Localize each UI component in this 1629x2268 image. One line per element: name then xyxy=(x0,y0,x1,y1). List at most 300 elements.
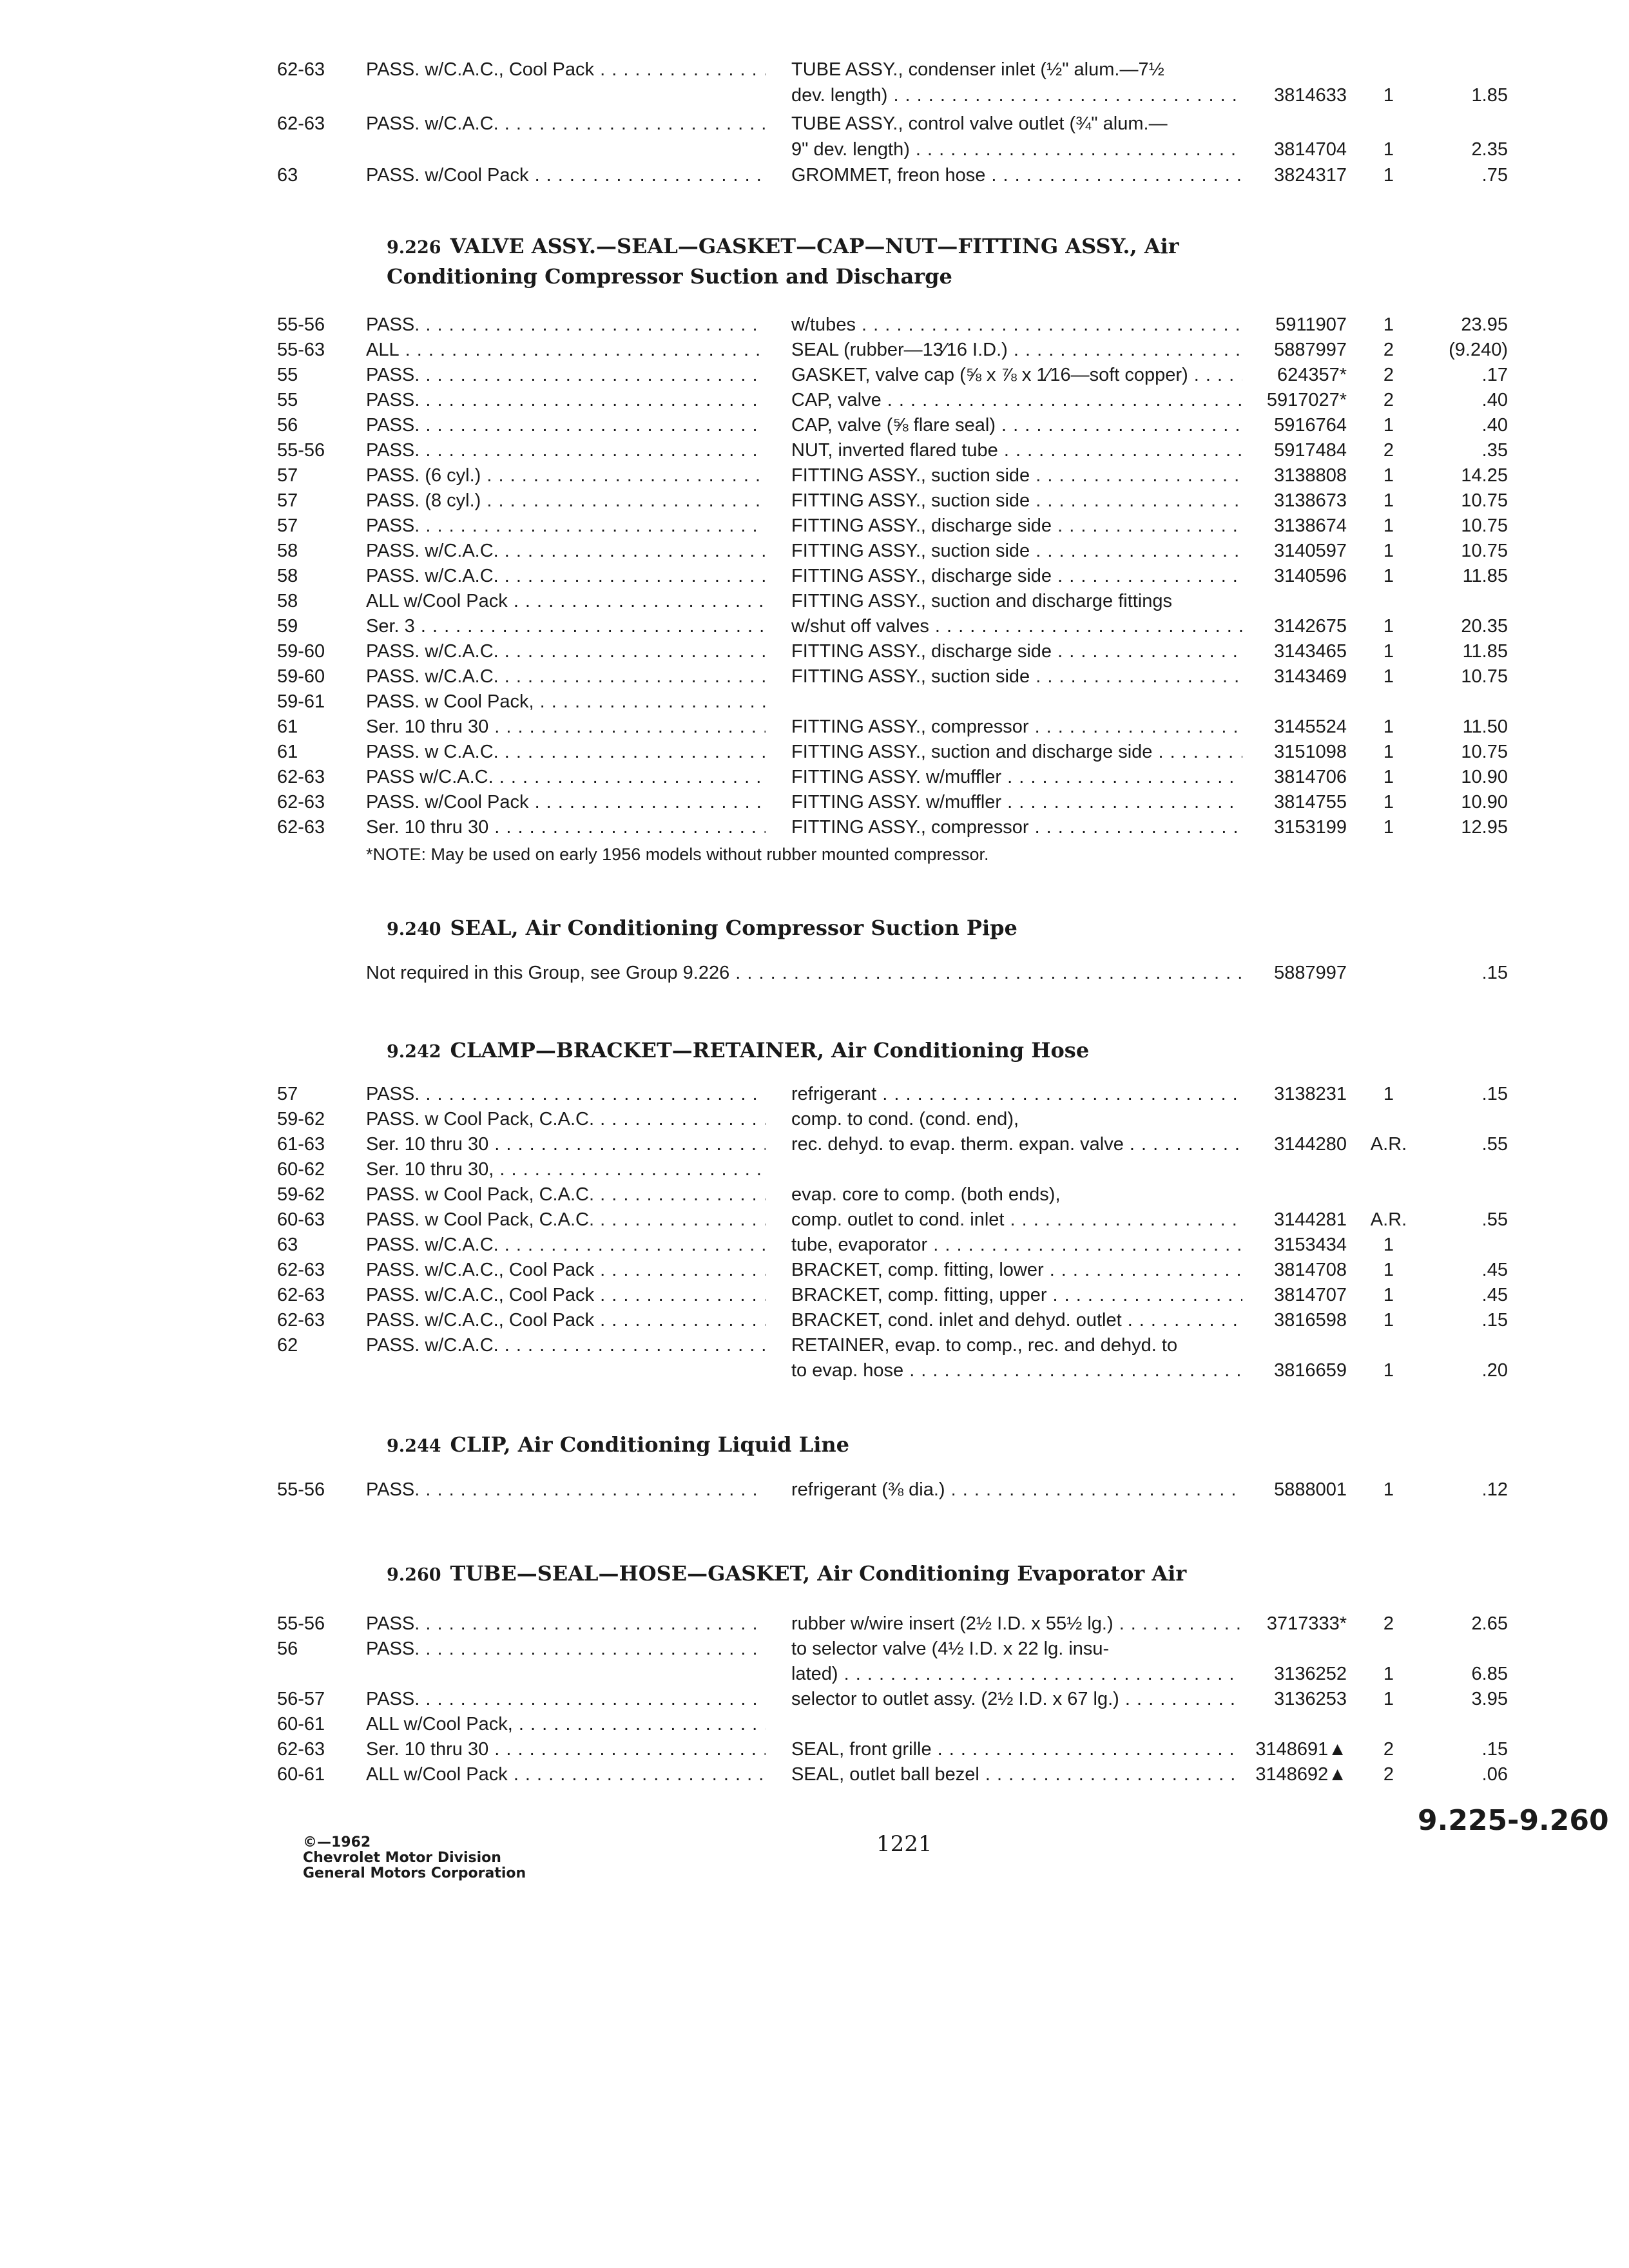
section-title: TUBE—SEAL—HOSE—GASKET, Air Conditioning Evaporator Air xyxy=(450,1561,1187,1586)
table-row xyxy=(0,1711,1629,1737)
quantity-cell: 1 xyxy=(1383,1664,1394,1684)
table-row xyxy=(0,1106,1629,1132)
year-cell: 62-63 xyxy=(277,1285,325,1305)
quantity-cell: 1 xyxy=(1383,1689,1394,1709)
description-cell: CAP, valve . . . xyxy=(791,387,1242,413)
section-number: 9.226 xyxy=(387,238,441,258)
year-cell: 61-63 xyxy=(277,1134,325,1155)
part-number-cell: 3138231 xyxy=(1274,1084,1347,1104)
price-cell: .20 xyxy=(1481,1360,1508,1381)
quantity-cell: A.R. xyxy=(1370,1134,1407,1155)
year-cell: 58 xyxy=(277,591,298,611)
price-cell: .17 xyxy=(1481,365,1508,385)
section-title: CLAMP—BRACKET—RETAINER, Air Conditioning Hose xyxy=(450,1038,1090,1062)
price-cell: 6.85 xyxy=(1471,1664,1508,1684)
price-cell: .15 xyxy=(1481,1739,1508,1760)
part-number-cell: 3136252 xyxy=(1274,1664,1347,1684)
table-row xyxy=(0,1477,1629,1503)
section-heading xyxy=(387,232,1179,291)
description-cell: rubber w/wire insert (2½ I.D. x 55½ lg.) . . . xyxy=(791,1611,1242,1637)
table-row xyxy=(0,1232,1629,1258)
year-cell: 60-62 xyxy=(277,1159,325,1180)
model-cell: PASS. . . . xyxy=(366,387,766,413)
price-cell: 2.35 xyxy=(1471,139,1508,160)
quantity-cell: 1 xyxy=(1383,817,1394,838)
price-cell: .15 xyxy=(1481,1084,1508,1104)
quantity-cell: 1 xyxy=(1383,742,1394,762)
year-cell: 55-56 xyxy=(277,1613,325,1634)
table-row xyxy=(0,1332,1629,1358)
table-row xyxy=(0,1157,1629,1182)
model-cell: PASS. w/C.A.C. . . . xyxy=(366,1332,766,1358)
model-cell: PASS. . . . xyxy=(366,1611,766,1637)
quantity-cell: 1 xyxy=(1383,465,1394,486)
description-cell: to evap. hose . . . xyxy=(791,1358,1242,1383)
part-number-cell: 3824317 xyxy=(1274,165,1347,186)
quantity-cell: 2 xyxy=(1383,440,1394,461)
year-cell: 59-60 xyxy=(277,666,325,687)
price-cell: 1.85 xyxy=(1471,85,1508,106)
model-cell: PASS. w C.A.C. . . . xyxy=(366,739,766,765)
part-number-cell: 5911907 xyxy=(1275,314,1347,335)
table-row xyxy=(0,1081,1629,1107)
price-cell: 11.85 xyxy=(1462,641,1508,662)
section-title: SEAL, Air Conditioning Compressor Suction Pipe xyxy=(450,916,1017,940)
model-cell: Ser. 10 thru 30 . . . xyxy=(366,1736,766,1762)
year-cell: 55 xyxy=(277,390,298,410)
price-cell: .12 xyxy=(1481,1479,1508,1500)
section-number: 9.244 xyxy=(387,1436,441,1456)
year-cell: 62-63 xyxy=(277,1310,325,1331)
year-cell: 62-63 xyxy=(277,113,325,134)
model-cell: PASS w/C.A.C. . . . xyxy=(366,764,766,790)
section-heading xyxy=(387,1559,1186,1590)
part-number-cell: 3151098 xyxy=(1274,742,1347,762)
year-cell: 59-62 xyxy=(277,1109,325,1129)
description-cell: FITTING ASSY. w/muffler . . . xyxy=(791,789,1242,815)
quantity-cell: 1 xyxy=(1383,1285,1394,1305)
year-cell: 57 xyxy=(277,465,298,486)
table-row xyxy=(0,588,1629,614)
table-row xyxy=(0,814,1629,840)
quantity-cell: 1 xyxy=(1383,666,1394,687)
model-cell: PASS. w/C.A.C. . . . xyxy=(366,1232,766,1258)
price-cell: 10.90 xyxy=(1461,767,1508,787)
part-number-cell: 3143465 xyxy=(1274,641,1347,662)
year-cell: 59-62 xyxy=(277,1184,325,1205)
part-number-cell: 5917027* xyxy=(1266,390,1347,410)
description-cell: refrigerant . . . xyxy=(791,1081,1242,1107)
table-row xyxy=(0,412,1629,438)
model-cell: ALL w/Cool Pack . . . xyxy=(366,1762,766,1787)
description-cell: BRACKET, cond. inlet and dehyd. outlet . . . xyxy=(791,1307,1242,1333)
page-number: 1221 xyxy=(876,1831,932,1857)
table-row xyxy=(0,1182,1629,1207)
model-cell: PASS. . . . xyxy=(366,1081,766,1107)
section-note: *NOTE: May be used on early 1956 models without rubber mounted compressor. xyxy=(366,845,989,864)
part-number-cell: 5887997 xyxy=(1274,340,1347,360)
model-cell: PASS. w Cool Pack, C.A.C. . . . xyxy=(366,1207,766,1233)
model-cell: PASS. w Cool Pack, . . . xyxy=(366,689,766,715)
price-cell: 10.75 xyxy=(1461,515,1508,536)
year-cell: 55-56 xyxy=(277,314,325,335)
quantity-cell: 1 xyxy=(1383,716,1394,737)
table-row xyxy=(0,337,1629,363)
quantity-cell: 1 xyxy=(1383,566,1394,586)
model-cell: PASS. w/C.A.C., Cool Pack . . . xyxy=(366,57,766,82)
quantity-cell: 2 xyxy=(1383,1764,1394,1785)
model-cell: PASS. . . . xyxy=(366,1686,766,1712)
description-cell: FITTING ASSY., compressor . . . xyxy=(791,714,1242,740)
table-row xyxy=(0,387,1629,413)
table-row xyxy=(0,488,1629,514)
description-cell: TUBE ASSY., control valve outlet (¾" alum.— xyxy=(791,113,1168,134)
table-row xyxy=(0,1611,1629,1637)
year-cell: 56-57 xyxy=(277,1689,325,1709)
description-cell: BRACKET, comp. fitting, lower . . . xyxy=(791,1257,1242,1283)
description-cell: FITTING ASSY., suction and discharge side . . . xyxy=(791,739,1242,765)
section-heading xyxy=(387,1430,849,1461)
quantity-cell: 1 xyxy=(1383,139,1394,160)
table-row xyxy=(0,1762,1629,1787)
table-row xyxy=(0,82,1629,108)
description-cell: FITTING ASSY., suction side . . . xyxy=(791,664,1242,689)
description-cell: selector to outlet assy. (2½ I.D. x 67 lg.) . . . xyxy=(791,1686,1242,1712)
part-number-cell: 3136253 xyxy=(1274,1689,1347,1709)
description-cell: GASKET, valve cap (⅝ x ⅞ x 1⁄16—soft copper) . . . xyxy=(791,362,1242,388)
year-cell: 61 xyxy=(277,716,298,737)
year-cell: 55-56 xyxy=(277,1479,325,1500)
table-row xyxy=(0,639,1629,664)
section-heading xyxy=(387,1036,1089,1066)
year-cell: 60-61 xyxy=(277,1714,325,1735)
part-number-cell: 3816659 xyxy=(1274,1360,1347,1381)
model-cell: PASS. w/C.A.C. . . . xyxy=(366,111,766,137)
year-cell: 58 xyxy=(277,566,298,586)
description-cell: rec. dehyd. to evap. therm. expan. valve . . . xyxy=(791,1131,1242,1157)
model-cell: Ser. 3 . . . xyxy=(366,613,766,639)
price-cell: 3.95 xyxy=(1471,1689,1508,1709)
description-cell: Not required in this Group, see Group 9.226 . . . xyxy=(366,960,1242,986)
quantity-cell: 1 xyxy=(1383,792,1394,812)
year-cell: 62-63 xyxy=(277,1260,325,1280)
price-cell: 10.75 xyxy=(1461,666,1508,687)
section-title: VALVE ASSY.—SEAL—GASKET—CAP—NUT—FITTING ASSY., Air xyxy=(450,234,1179,258)
section-number: 9.240 xyxy=(387,919,441,939)
model-cell: PASS. w/C.A.C. . . . xyxy=(366,639,766,664)
table-row xyxy=(0,513,1629,539)
description-cell: SEAL, outlet ball bezel . . . xyxy=(791,1762,1242,1787)
model-cell: PASS. w/C.A.C., Cool Pack . . . xyxy=(366,1282,766,1308)
description-cell: 9" dev. length) . . . xyxy=(791,137,1242,162)
model-cell: PASS. . . . xyxy=(366,513,766,539)
year-cell: 60-63 xyxy=(277,1209,325,1230)
table-row xyxy=(0,1686,1629,1712)
price-cell: .55 xyxy=(1481,1209,1508,1230)
model-cell: PASS. w/C.A.C., Cool Pack . . . xyxy=(366,1307,766,1333)
description-cell: NUT, inverted flared tube . . . xyxy=(791,437,1242,463)
description-cell: FITTING ASSY., discharge side . . . xyxy=(791,639,1242,664)
part-number-cell: 3138673 xyxy=(1274,490,1347,511)
table-row xyxy=(0,362,1629,388)
year-cell: 59-60 xyxy=(277,641,325,662)
price-cell: .45 xyxy=(1481,1260,1508,1280)
description-cell: CAP, valve (⅝ flare seal) . . . xyxy=(791,412,1242,438)
model-cell: ALL w/Cool Pack, . . . xyxy=(366,1711,766,1737)
quantity-cell: 1 xyxy=(1383,767,1394,787)
price-cell: .55 xyxy=(1481,1134,1508,1155)
description-cell: FITTING ASSY., discharge side . . . xyxy=(791,513,1242,539)
model-cell: Ser. 10 thru 30 . . . xyxy=(366,714,766,740)
price-cell: .15 xyxy=(1481,1310,1508,1331)
description-cell: BRACKET, comp. fitting, upper . . . xyxy=(791,1282,1242,1308)
section-number: 9.242 xyxy=(387,1042,441,1062)
model-cell: ALL w/Cool Pack . . . xyxy=(366,588,766,614)
price-cell: 12.95 xyxy=(1461,817,1508,838)
quantity-cell: 1 xyxy=(1383,1479,1394,1500)
year-cell: 56 xyxy=(277,415,298,436)
description-cell: evap. core to comp. (both ends), xyxy=(791,1184,1061,1205)
price-cell: .06 xyxy=(1481,1764,1508,1785)
model-cell: PASS. . . . xyxy=(366,412,766,438)
year-cell: 62-63 xyxy=(277,59,325,80)
table-row xyxy=(0,1282,1629,1308)
price-cell: .40 xyxy=(1481,390,1508,410)
table-row xyxy=(0,57,1629,82)
table-row xyxy=(0,563,1629,589)
quantity-cell: 1 xyxy=(1383,85,1394,106)
quantity-cell: 1 xyxy=(1383,415,1394,436)
table-row xyxy=(0,1131,1629,1157)
model-cell: Ser. 10 thru 30, . . . xyxy=(366,1157,766,1182)
price-cell: .15 xyxy=(1481,963,1508,983)
part-number-cell: 3140597 xyxy=(1274,541,1347,561)
year-cell: 63 xyxy=(277,1235,298,1255)
price-cell: 2.65 xyxy=(1471,1613,1508,1634)
copyright-line: General Motors Corporation xyxy=(303,1865,526,1881)
description-cell: SEAL (rubber—13⁄16 I.D.) . . . xyxy=(791,337,1242,363)
part-number-cell: 3814704 xyxy=(1274,139,1347,160)
price-cell: 14.25 xyxy=(1461,465,1508,486)
model-cell: PASS. (6 cyl.) . . . xyxy=(366,463,766,488)
price-cell: 10.90 xyxy=(1461,792,1508,812)
description-cell: w/tubes . . . xyxy=(791,312,1242,338)
quantity-cell: 1 xyxy=(1383,490,1394,511)
part-number-cell: 3138808 xyxy=(1274,465,1347,486)
quantity-cell: 1 xyxy=(1383,541,1394,561)
table-row xyxy=(0,312,1629,338)
table-row xyxy=(0,111,1629,137)
model-cell: ALL . . . xyxy=(366,337,766,363)
year-cell: 56 xyxy=(277,1639,298,1659)
year-cell: 62-63 xyxy=(277,817,325,838)
price-cell: (9.240) xyxy=(1449,340,1508,360)
quantity-cell: 1 xyxy=(1383,641,1394,662)
quantity-cell: 1 xyxy=(1383,616,1394,637)
year-cell: 59 xyxy=(277,616,298,637)
quantity-cell: 2 xyxy=(1383,365,1394,385)
description-cell: FITTING ASSY., suction and discharge fittings xyxy=(791,591,1173,611)
year-cell: 62 xyxy=(277,1335,298,1356)
part-number-cell: 3144281 xyxy=(1274,1209,1347,1230)
description-cell: comp. outlet to cond. inlet . . . xyxy=(791,1207,1242,1233)
section-number: 9.260 xyxy=(387,1565,441,1585)
quantity-cell: 1 xyxy=(1383,314,1394,335)
quantity-cell: 1 xyxy=(1383,1235,1394,1255)
table-row xyxy=(0,1207,1629,1233)
table-row xyxy=(0,1636,1629,1662)
model-cell: PASS. w Cool Pack, C.A.C. . . . xyxy=(366,1106,766,1132)
section-title: CLIP, Air Conditioning Liquid Line xyxy=(450,1432,850,1457)
description-cell: lated) . . . xyxy=(791,1661,1242,1687)
part-number-cell: 3814707 xyxy=(1274,1285,1347,1305)
description-cell: GROMMET, freon hose . . . xyxy=(791,162,1242,188)
price-cell: 11.85 xyxy=(1462,566,1508,586)
table-row xyxy=(0,1736,1629,1762)
year-cell: 61 xyxy=(277,742,298,762)
part-number-cell: 3814633 xyxy=(1274,85,1347,106)
quantity-cell: 2 xyxy=(1383,1613,1394,1634)
part-number-cell: 3816598 xyxy=(1274,1310,1347,1331)
model-cell: PASS. w/C.A.C. . . . xyxy=(366,563,766,589)
part-number-cell: 5887997 xyxy=(1274,963,1347,983)
description-cell: RETAINER, evap. to comp., rec. and dehyd. to xyxy=(791,1335,1178,1356)
year-cell: 62-63 xyxy=(277,1739,325,1760)
part-number-cell: 3148692▲ xyxy=(1255,1764,1347,1785)
table-row xyxy=(0,1358,1629,1383)
description-cell: FITTING ASSY., compressor . . . xyxy=(791,814,1242,840)
part-number-cell: 3145524 xyxy=(1274,716,1347,737)
price-cell: .40 xyxy=(1481,415,1508,436)
description-cell: comp. to cond. (cond. end), xyxy=(791,1109,1019,1129)
model-cell: PASS. (8 cyl.) . . . xyxy=(366,488,766,514)
year-cell: 55-56 xyxy=(277,440,325,461)
price-cell: .35 xyxy=(1481,440,1508,461)
description-cell: dev. length) . . . xyxy=(791,82,1242,108)
table-row xyxy=(0,1307,1629,1333)
model-cell: PASS. . . . xyxy=(366,312,766,338)
model-cell: Ser. 10 thru 30 . . . xyxy=(366,1131,766,1157)
model-cell: PASS. . . . xyxy=(366,437,766,463)
year-cell: 60-61 xyxy=(277,1764,325,1785)
table-row xyxy=(0,162,1629,188)
group-range: 9.225-9.260 xyxy=(1418,1804,1609,1837)
table-row xyxy=(0,689,1629,715)
quantity-cell: 2 xyxy=(1383,340,1394,360)
table-row xyxy=(0,739,1629,765)
model-cell: PASS. w/Cool Pack . . . xyxy=(366,162,766,188)
part-number-cell: 3153434 xyxy=(1274,1235,1347,1255)
model-cell: PASS. w/C.A.C., Cool Pack . . . xyxy=(366,1257,766,1283)
description-cell: to selector valve (4½ I.D. x 22 lg. insu- xyxy=(791,1639,1110,1659)
description-cell: FITTING ASSY., suction side . . . xyxy=(791,488,1242,514)
price-cell: 20.35 xyxy=(1461,616,1508,637)
description-cell: FITTING ASSY., suction side . . . xyxy=(791,463,1242,488)
year-cell: 57 xyxy=(277,515,298,536)
price-cell: 10.75 xyxy=(1461,742,1508,762)
model-cell: PASS. w Cool Pack, C.A.C. . . . xyxy=(366,1182,766,1207)
quantity-cell: A.R. xyxy=(1370,1209,1407,1230)
copyright-line: Chevrolet Motor Division xyxy=(303,1850,501,1866)
table-row xyxy=(0,764,1629,790)
year-cell: 63 xyxy=(277,165,298,186)
description-cell: w/shut off valves . . . xyxy=(791,613,1242,639)
model-cell: PASS. w/Cool Pack . . . xyxy=(366,789,766,815)
year-cell: 59-61 xyxy=(277,691,325,712)
model-cell: PASS. . . . xyxy=(366,1636,766,1662)
price-cell: 10.75 xyxy=(1461,541,1508,561)
description-cell: FITTING ASSY., suction side . . . xyxy=(791,538,1242,564)
section-heading xyxy=(387,914,1017,944)
description-cell: SEAL, front grille . . . xyxy=(791,1736,1242,1762)
description-cell: refrigerant (⅜ dia.) . . . xyxy=(791,1477,1242,1503)
model-cell: PASS. . . . xyxy=(366,362,766,388)
year-cell: 55 xyxy=(277,365,298,385)
year-cell: 57 xyxy=(277,490,298,511)
table-row xyxy=(0,538,1629,564)
description-cell: FITTING ASSY., discharge side . . . xyxy=(791,563,1242,589)
part-number-cell: 3143469 xyxy=(1274,666,1347,687)
quantity-cell: 2 xyxy=(1383,390,1394,410)
part-number-cell: 3144280 xyxy=(1274,1134,1347,1155)
price-cell: 10.75 xyxy=(1461,490,1508,511)
quantity-cell: 2 xyxy=(1383,1739,1394,1760)
year-cell: 62-63 xyxy=(277,767,325,787)
quantity-cell: 1 xyxy=(1383,1310,1394,1331)
table-row xyxy=(0,463,1629,488)
table-row xyxy=(0,789,1629,815)
part-number-cell: 624357* xyxy=(1277,365,1347,385)
part-number-cell: 3140596 xyxy=(1274,566,1347,586)
quantity-cell: 1 xyxy=(1383,1360,1394,1381)
table-row xyxy=(0,1661,1629,1687)
table-row xyxy=(0,613,1629,639)
year-cell: 58 xyxy=(277,541,298,561)
part-number-cell: 3148691▲ xyxy=(1255,1739,1347,1760)
copyright-block xyxy=(303,1835,526,1881)
part-number-cell: 3142675 xyxy=(1274,616,1347,637)
model-cell: PASS. w/C.A.C. . . . xyxy=(366,538,766,564)
part-number-cell: 5917484 xyxy=(1274,440,1347,461)
part-number-cell: 3138674 xyxy=(1274,515,1347,536)
quantity-cell: 1 xyxy=(1383,1260,1394,1280)
section-subtitle: Conditioning Compressor Suction and Discharge xyxy=(387,264,952,289)
part-number-cell: 3717333* xyxy=(1266,1613,1347,1634)
year-cell: 57 xyxy=(277,1084,298,1104)
table-row xyxy=(0,137,1629,162)
year-cell: 62-63 xyxy=(277,792,325,812)
part-number-cell: 3814755 xyxy=(1274,792,1347,812)
model-cell: PASS. w/C.A.C. . . . xyxy=(366,664,766,689)
price-cell: 23.95 xyxy=(1461,314,1508,335)
year-cell: 55-63 xyxy=(277,340,325,360)
quantity-cell: 1 xyxy=(1383,515,1394,536)
table-row xyxy=(0,437,1629,463)
quantity-cell: 1 xyxy=(1383,1084,1394,1104)
part-number-cell: 5916764 xyxy=(1274,415,1347,436)
part-number-cell: 3814706 xyxy=(1274,767,1347,787)
description-cell: FITTING ASSY. w/muffler . . . xyxy=(791,764,1242,790)
copyright-line: ©—1962 xyxy=(303,1834,371,1850)
description-cell: TUBE ASSY., condenser inlet (½" alum.—7½ xyxy=(791,59,1164,80)
part-number-cell: 3153199 xyxy=(1274,817,1347,838)
price-cell: 11.50 xyxy=(1462,716,1508,737)
price-cell: .45 xyxy=(1481,1285,1508,1305)
price-cell: .75 xyxy=(1481,165,1508,186)
model-cell: PASS. . . . xyxy=(366,1477,766,1503)
table-row xyxy=(0,664,1629,689)
part-number-cell: 5888001 xyxy=(1274,1479,1347,1500)
